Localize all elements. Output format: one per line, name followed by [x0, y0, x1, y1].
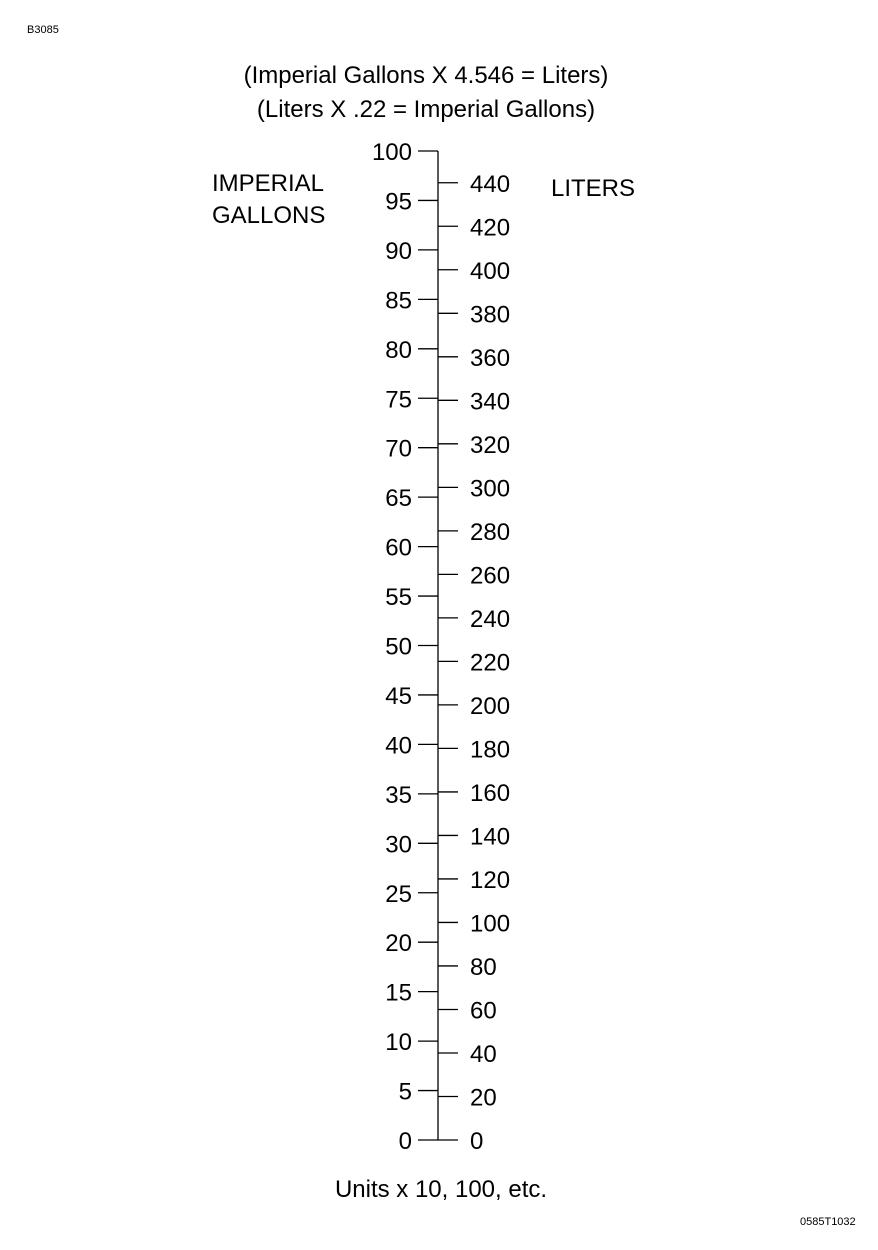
- liter-tick-label: 380: [470, 301, 511, 329]
- liter-tick-label: 300: [470, 475, 511, 503]
- liter-tick-label: 140: [470, 823, 511, 851]
- gallon-tick-label: 85: [385, 287, 412, 315]
- liter-tick-label: 280: [470, 518, 511, 546]
- liter-tick-label: 80: [470, 953, 497, 981]
- gallon-tick-label: 0: [398, 1128, 412, 1155]
- gallon-tick-label: 40: [385, 732, 412, 760]
- liter-tick-label: 320: [470, 431, 511, 459]
- gallon-tick-label: 35: [385, 781, 412, 809]
- liters-to-gallons-formula: (Liters X .22 = Imperial Gallons): [256, 96, 596, 123]
- figure-code: 0585T1032: [800, 1216, 856, 1228]
- liter-tick-label: 360: [470, 344, 511, 372]
- imperial-gallons-label-line-1: IMPERIAL: [212, 170, 325, 197]
- liter-tick-label: 60: [470, 997, 497, 1025]
- gallon-tick-label: 30: [385, 831, 412, 859]
- gallon-tick-label: 100: [371, 139, 412, 166]
- gallon-tick-label: 90: [385, 237, 412, 265]
- liters-label: LITERS: [551, 175, 636, 202]
- liter-tick-label: 400: [470, 257, 511, 285]
- liter-tick-label: 40: [470, 1040, 497, 1068]
- gallons-to-liters-formula: (Imperial Gallons X 4.546 = Liters): [243, 62, 609, 89]
- gallon-tick-label: 25: [385, 880, 412, 908]
- gallon-tick-label: 15: [385, 979, 412, 1007]
- liter-tick-label: 120: [470, 866, 511, 894]
- gallon-tick-label: 80: [385, 336, 412, 364]
- liter-tick-label: 180: [470, 736, 511, 764]
- imperial-gallons-label-line-2: GALLONS: [212, 202, 326, 229]
- liter-tick-label: 160: [470, 779, 511, 807]
- liter-tick-label: 340: [470, 388, 511, 416]
- gallon-tick-label: 70: [385, 435, 412, 463]
- liter-tick-label: 420: [470, 214, 511, 242]
- units-note: Units x 10, 100, etc.: [334, 1176, 548, 1203]
- gallon-tick-label: 55: [385, 584, 412, 612]
- gallon-tick-label: 60: [385, 534, 412, 562]
- document-id: B3085: [27, 24, 59, 36]
- gallon-tick-label: 20: [385, 930, 412, 958]
- gallon-tick-label: 45: [385, 682, 412, 710]
- gallon-tick-label: 65: [385, 485, 412, 513]
- gallon-tick-label: 95: [385, 188, 412, 216]
- gallon-tick-label: 10: [385, 1029, 412, 1057]
- liter-tick-label: 440: [470, 170, 511, 198]
- liter-tick-label: 240: [470, 605, 511, 633]
- liter-tick-label: 200: [470, 692, 511, 720]
- gallon-tick-label: 50: [385, 633, 412, 661]
- gallon-tick-label: 5: [398, 1078, 412, 1106]
- liter-tick-label: 20: [470, 1084, 497, 1112]
- gallon-tick-label: 75: [385, 386, 412, 414]
- liter-tick-label: 0: [470, 1128, 484, 1155]
- liter-tick-label: 100: [470, 910, 511, 938]
- liter-tick-label: 220: [470, 649, 511, 677]
- liter-tick-label: 260: [470, 562, 511, 590]
